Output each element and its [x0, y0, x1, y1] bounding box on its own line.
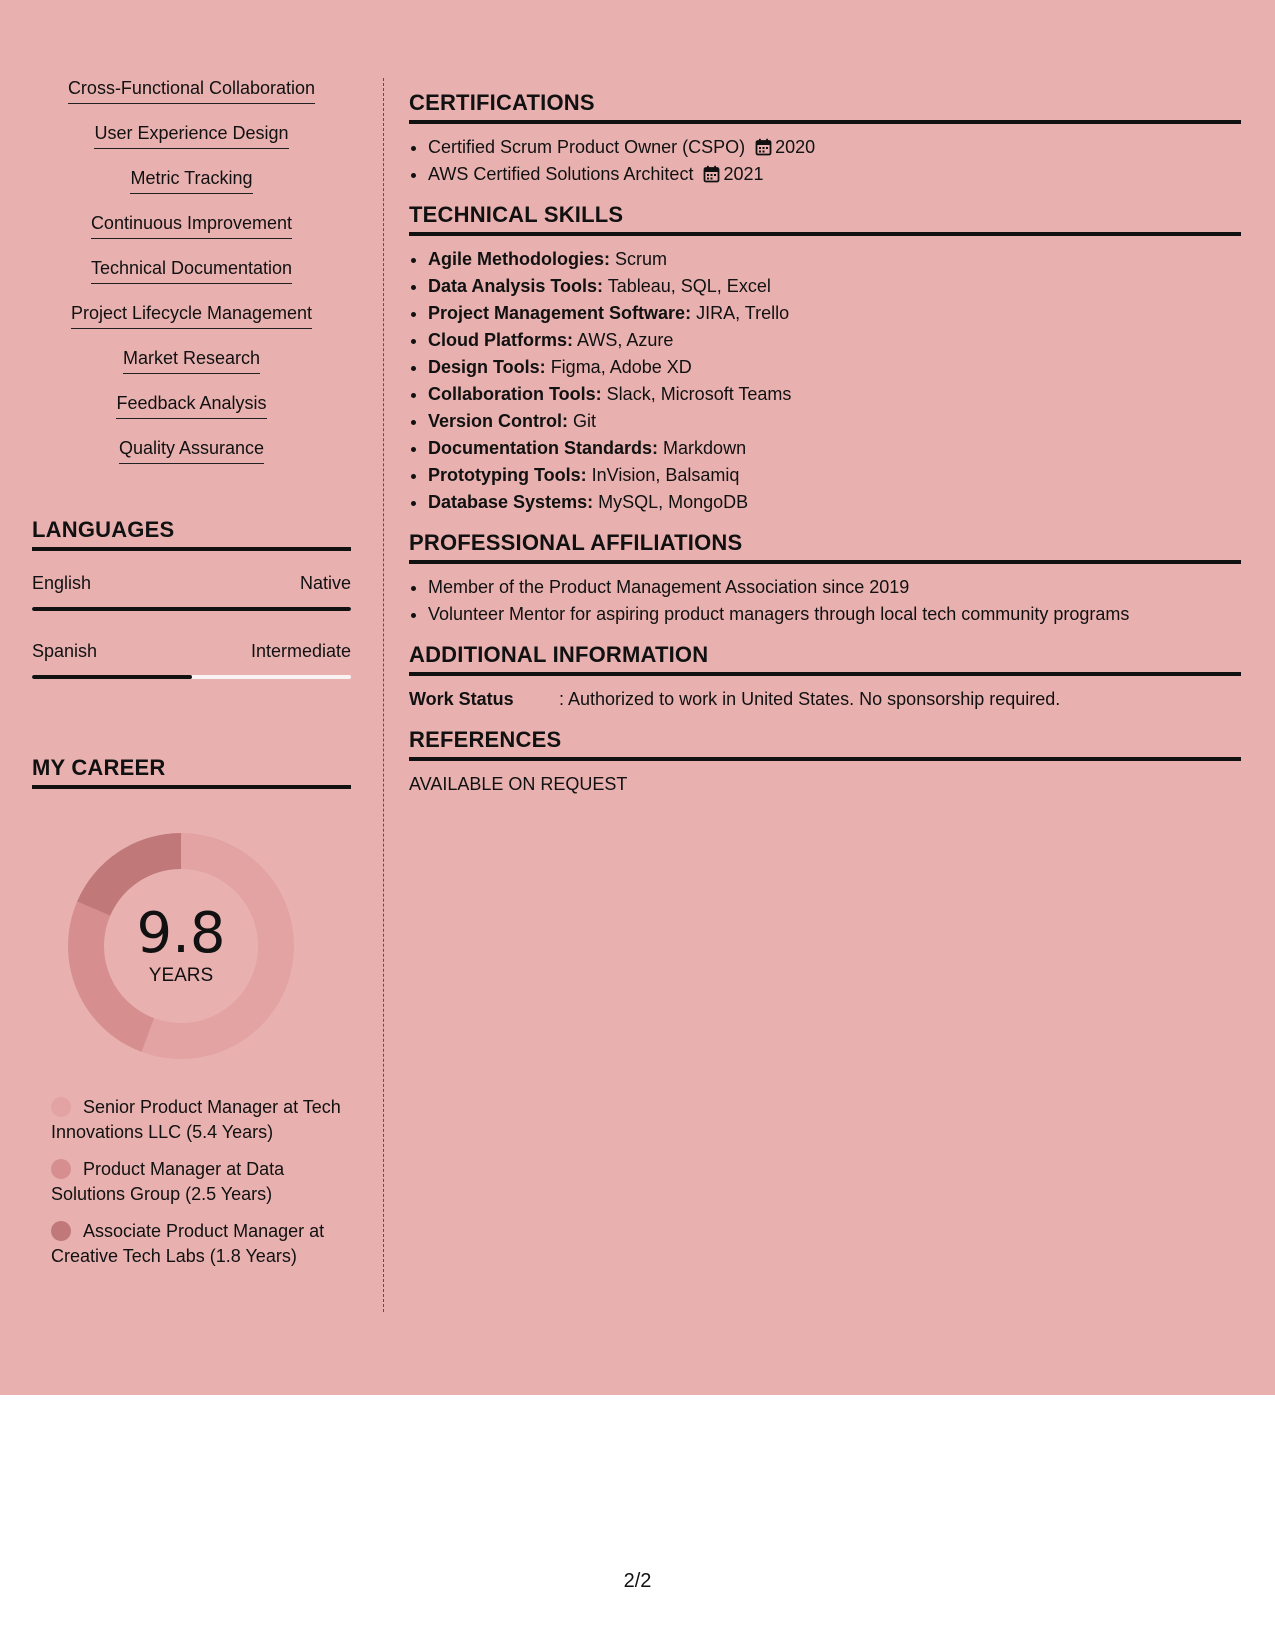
legend-item: [51, 1219, 341, 1269]
skill-item: [32, 256, 351, 301]
technical-skill-item: [428, 246, 1241, 273]
skill-values: Figma, Adobe XD: [550, 357, 692, 377]
certification-name: Certified Scrum Product Owner (CSPO): [428, 137, 746, 157]
certification-item: [428, 161, 1241, 188]
language-level-fill: [32, 607, 351, 611]
certifications-section: [409, 90, 1241, 188]
certification-year: 2020: [775, 137, 816, 157]
language-level-fill: [32, 675, 192, 679]
language-name: English: [32, 573, 92, 593]
skill-tag: Cross-Functional Collaboration: [68, 76, 315, 104]
affiliations-list: [409, 574, 1241, 628]
calendar-icon: [755, 138, 772, 156]
skill-category: Cloud Platforms:: [428, 330, 574, 350]
technical-skill-item: [428, 327, 1241, 354]
skill-item: [32, 346, 351, 391]
work-status-value: : Authorized to work in United States. No sponsorship required.: [559, 689, 1061, 709]
career-title: MY CAREER: [32, 755, 351, 789]
career-total-years: 9.8: [136, 901, 226, 966]
certification-name: AWS Certified Solutions Architect: [428, 164, 694, 184]
technical-skill-item: [428, 354, 1241, 381]
language-level: Native: [299, 573, 351, 593]
skill-category: Version Control:: [428, 411, 569, 431]
career-donut-chart: [66, 831, 296, 1061]
skill-category: Prototyping Tools:: [428, 465, 587, 485]
skill-category: Data Analysis Tools:: [428, 276, 604, 296]
skill-values: InVision, Balsamiq: [591, 465, 740, 485]
certifications-list: [409, 134, 1241, 188]
legend-dot: [51, 1159, 71, 1179]
legend-label: Associate Product Manager at Creative Tech Labs (1.8 Years): [51, 1221, 325, 1266]
career-years-unit: YEARS: [148, 965, 214, 986]
legend-item: [51, 1095, 341, 1145]
legend-label: Senior Product Manager at Tech Innovations LLC (5.4 Years): [51, 1097, 341, 1142]
skill-values: AWS, Azure: [577, 330, 674, 350]
skill-tag: Technical Documentation: [91, 256, 292, 284]
right-column: [409, 90, 1241, 812]
donut-center: [66, 831, 296, 1061]
skill-item: [32, 121, 351, 166]
technical-skill-item: [428, 489, 1241, 516]
skill-values: Git: [573, 411, 597, 431]
technical-skill-item: [428, 273, 1241, 300]
language-level-bar: [32, 607, 351, 611]
work-status-label: Work Status: [409, 689, 514, 709]
certification-year: 2021: [723, 164, 764, 184]
skill-tag: Continuous Improvement: [91, 211, 292, 239]
skill-item: [32, 436, 351, 481]
additional-info-title: ADDITIONAL INFORMATION: [409, 642, 1241, 676]
skill-tag: User Experience Design: [94, 121, 288, 149]
skill-item: [32, 391, 351, 436]
skill-tag: Feedback Analysis: [116, 391, 266, 419]
column-divider: [383, 78, 384, 1312]
skill-values: Tableau, SQL, Excel: [607, 276, 771, 296]
page-number: 2/2: [623, 1570, 652, 1592]
skill-category: Documentation Standards:: [428, 438, 659, 458]
skill-values: JIRA, Trello: [696, 303, 790, 323]
skill-tag: Quality Assurance: [119, 436, 264, 464]
technical-skill-item: [428, 300, 1241, 327]
technical-skill-item: [428, 381, 1241, 408]
skill-category: Database Systems:: [428, 492, 594, 512]
affiliations-title: PROFESSIONAL AFFILIATIONS: [409, 530, 1241, 564]
technical-skill-item: [428, 435, 1241, 462]
skill-values: MySQL, MongoDB: [598, 492, 749, 512]
technical-skill-item: [428, 408, 1241, 435]
technical-skill-item: [428, 462, 1241, 489]
skill-item: [32, 166, 351, 211]
certifications-title: CERTIFICATIONS: [409, 90, 1241, 124]
skill-category: Project Management Software:: [428, 303, 692, 323]
career-section: [32, 755, 351, 1269]
language-level-bar: [32, 675, 351, 679]
skill-item: [32, 301, 351, 346]
references-text: AVAILABLE ON REQUEST: [409, 774, 628, 794]
left-column: [32, 76, 351, 1281]
technical-skills-section: [409, 202, 1241, 516]
additional-info-section: [409, 642, 1241, 713]
language-level: Intermediate: [250, 641, 351, 661]
references-title: REFERENCES: [409, 727, 1241, 761]
language-name: Spanish: [32, 641, 98, 661]
skill-values: Slack, Microsoft Teams: [606, 384, 792, 404]
legend-dot: [51, 1097, 71, 1117]
skill-category: Collaboration Tools:: [428, 384, 602, 404]
skill-values: Markdown: [663, 438, 747, 458]
references-section: [409, 727, 1241, 798]
skill-item: [32, 211, 351, 256]
languages-title: LANGUAGES: [32, 517, 351, 551]
skill-values: Scrum: [615, 249, 668, 269]
legend-dot: [51, 1221, 71, 1241]
language-item: [32, 641, 351, 679]
career-legend: [51, 1095, 341, 1269]
calendar-icon: [703, 165, 720, 183]
affiliations-section: [409, 530, 1241, 628]
skills-list: [32, 76, 351, 481]
languages-section: [32, 517, 351, 679]
affiliation-item: • Member of the Product Management Association since 2019: [428, 574, 1241, 601]
work-status-row: [409, 686, 1241, 713]
technical-skills-title: TECHNICAL SKILLS: [409, 202, 1241, 236]
skill-category: Agile Methodologies:: [428, 249, 610, 269]
language-item: [32, 573, 351, 611]
skill-tag: Metric Tracking: [130, 166, 252, 194]
skill-tag: Market Research: [123, 346, 260, 374]
certification-item: [428, 134, 1241, 161]
affiliation-item: • Volunteer Mentor for aspiring product managers through local tech community programs: [428, 601, 1241, 628]
skill-category: Design Tools:: [428, 357, 546, 377]
skill-tag: Project Lifecycle Management: [71, 301, 312, 329]
skill-item: [32, 76, 351, 121]
legend-item: [51, 1157, 341, 1207]
technical-skills-list: [409, 246, 1241, 516]
legend-label: Product Manager at Data Solutions Group (2.5 Years): [51, 1159, 285, 1204]
